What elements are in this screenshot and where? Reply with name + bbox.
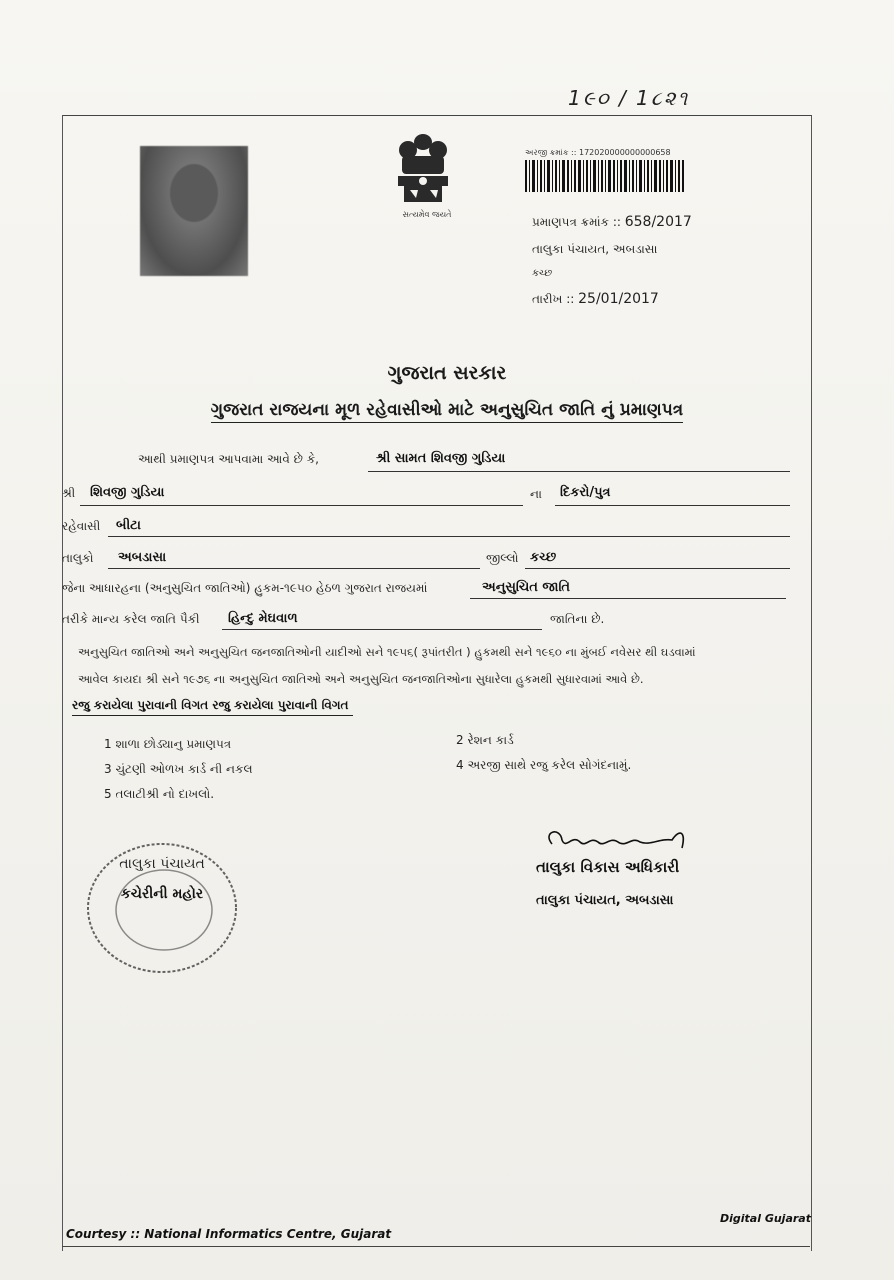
caste-suffix: જાતિના છે.	[550, 612, 605, 626]
resident-village: બીટા	[116, 518, 141, 533]
seal-text-top: તાલુકા પંચાયત	[119, 856, 205, 872]
evidence-item: 1 શાળા છોડ્યાનુ પ્રમાણપત્ર	[104, 737, 232, 751]
national-emblem-icon	[388, 128, 458, 208]
certificate-number-row	[532, 214, 692, 230]
officer-signature	[540, 822, 690, 862]
seal-text-center: કચેરીની મહોર	[120, 886, 204, 902]
relation-underline	[555, 505, 790, 506]
certificate-title: ગુજરાત રાજયના મૂળ રહેવાસીઓ માટે અનુસુચિત જાતિ નું પ્રમાણપત્ર	[0, 400, 894, 420]
shri-label: શ્રી	[62, 486, 76, 500]
caste: હિન્દુ મેઘવાળ	[228, 611, 298, 626]
father-name-underline	[80, 505, 523, 506]
footer-divider	[62, 1246, 810, 1247]
issue-date-label: તારીખ ::	[532, 292, 575, 306]
category: અનુસુચિત જાતિ	[482, 580, 571, 595]
handwritten-serial: 1૯૦ / 1૮૨૧	[568, 86, 690, 110]
district: કચ્છ	[530, 550, 557, 565]
applicant-name: શ્રી સામત શિવજી ગુડિયા	[376, 451, 506, 466]
relation-prefix: ના	[530, 487, 542, 501]
courtesy-footer: Courtesy :: National Informatics Centre, Gujarat	[66, 1227, 392, 1241]
issuing-office: તાલુકા પંચાયત, અબડાસા	[532, 242, 658, 256]
father-name: શિવજી ગુડિયા	[90, 485, 165, 500]
taluka-label: તાલુકો	[62, 551, 94, 565]
barcode-number: અરજી ક્રમાંક :: 172020000000000658	[525, 148, 671, 157]
applicant-name-underline	[368, 471, 790, 472]
evidence-item: 4 અરજી સાથે રજુ કરેલ સોગંદનામું.	[456, 758, 632, 772]
office-seal-stamp	[82, 838, 242, 978]
signatory-designation: તાલુકા વિકાસ અધિકારી	[536, 858, 680, 876]
category-underline	[470, 598, 786, 599]
taluka-underline	[108, 568, 480, 569]
caste-underline	[222, 629, 542, 630]
caste-label: તરીકે માન્ય કરેલ જાતિ પૈકી	[62, 612, 200, 626]
taluka: અબડાસા	[118, 550, 167, 565]
legal-paragraph-line-2: આવેલ કાયદા શ્રી સને ૧૯૭૬ ના અનુસુચિત જાતિઓ અને અનુસુચિત જનજાતિઓના સુધારેલા હુકમથી સુધારવામાં આવે છે.	[78, 672, 644, 686]
signatory-office: તાલુકા પંચાયત, અબડાસા	[536, 893, 674, 908]
district-label: જીલ્લો	[486, 551, 519, 565]
emblem-caption: સત્યમેવ જયતે	[402, 210, 452, 219]
district-underline	[525, 568, 790, 569]
certificate-number: 658/2017	[624, 214, 692, 230]
resident-label: રહેવાસી	[62, 519, 101, 533]
relation: દિકરો/પુત્ર	[560, 485, 611, 500]
evidence-item: 2 રેશન કાર્ડ	[456, 733, 514, 747]
issuing-district: કચ્છ	[532, 268, 553, 279]
intro-label: આથી પ્રમાણપત્ર આપવામા આવે છે કે,	[138, 452, 319, 466]
order-label: જેના આધારહના (અનુસુચિત જાતિઓ) હુકમ-૧૯૫૦ હેઠળ ગુજરાત રાજયમાં	[62, 581, 428, 595]
evidence-item: 3 ચુંટણી ઓળખ કાર્ડ ની નકલ	[104, 762, 253, 776]
issue-date: 25/01/2017	[578, 291, 659, 307]
certificate-number-label: પ્રમાણપત્ર ક્રમાંક ::	[532, 215, 621, 229]
evidence-item: 5 તલાટીશ્રી નો દાખલો.	[104, 787, 215, 801]
applicant-photo	[140, 146, 248, 276]
legal-paragraph-line-1: અનુસુચિત જાતિઓ અને અનુસુચિત જનજાતિઓની યાદીઓ સને ૧૯૫૬( રૂપાંતરીત ) હુકમથી સને ૧૯૬૦ ના મુંબઈ નવેસર થી ઘડવામાં	[78, 645, 696, 659]
resident-underline	[108, 536, 790, 537]
issue-date-row	[532, 291, 659, 307]
barcode	[525, 160, 685, 192]
evidence-heading: રજુ કરાયેલા પુરાવાની વિગત રજુ કરાયેલા પુરાવાની વિગત	[72, 698, 353, 716]
digital-gujarat-brand: Digital Gujarat	[720, 1212, 811, 1225]
government-heading: ગુજરાત સરકાર	[387, 362, 507, 384]
